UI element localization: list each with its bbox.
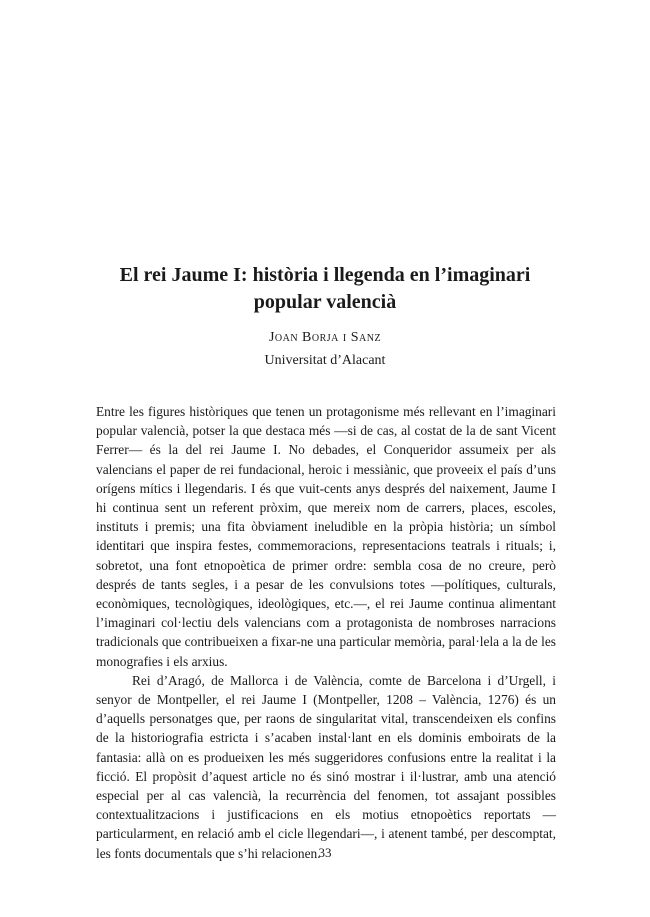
article-body xyxy=(96,402,556,863)
article-title: El rei Jaume I: història i llegenda en l’imaginari popular valencià xyxy=(119,264,531,313)
body-paragraph-2: Rei d’Aragó, de Mallorca i de València, comte de Barcelona i d’Urgell, i senyor de Montpeller, el rei Jaume I (Montpeller, 1208 – València, 1276) és un d’aquells personatges que, per raons de singularitat vital, transcendeixen els confins de la historiografia estricta i s’acaben instal·lant en els dominis emboirats de la fantasia: allà on es produeixen les més suggeridores confusions entre la realitat i la ficció. El propòsit d’aquest article no és sinó mostrar i il·lustrar, amb una atenció especial per al cas valencià, la recurrència del fenomen, tot assajant possibles contextualitzacions i justificacions en els motius etnopoètics reportats —particularment, en relació amb el cicle llegendari—, i atenent també, per descomptat, les fonts documentals que s’hi relacionen. xyxy=(96,672,556,861)
body-paragraph-1: Entre les figures històriques que tenen un protagonisme més rellevant en l’imaginari popular valencià, potser la que destaca més —si de cas, al costat de la de sant Vicent Ferrer— és la del rei Jaume I. No debades, el Conqueridor assumeix per als valencians el paper de rei fundacional, heroic i messiànic, que proveeix el país d’uns orígens mítics i llegendaris. I és que vuit-cents anys després del naixement, Jaume I hi continua sent un referent pròxim, que mereix nom de carrers, places, escoles, instituts i premis; una fita òbviament ineludible en la pròpia història; un símbol identitari que inspira festes, commemoracions, representacions teatrals i rituals; i, sobretot, una font etnopoètica de primer ordre: sembla cosa de no creure, però després de tants segles, i a pesar de les convulsions totes —polítiques, culturals, econòmiques, tecnològiques, ideològiques, etc.—, el rei Jaume continua alimentant l’imaginari col·lectiu dels valencians com a protagonista de nombroses narracions tradicionals que contribueixen a fixar-ne una particular memòria, paral·lela a la de les monografies i els arxius. xyxy=(96,404,556,669)
author-affiliation: Universitat d’Alacant xyxy=(264,353,386,368)
page-number: 33 xyxy=(318,845,332,860)
article-author: Joan Borja i Sanz xyxy=(268,330,382,345)
